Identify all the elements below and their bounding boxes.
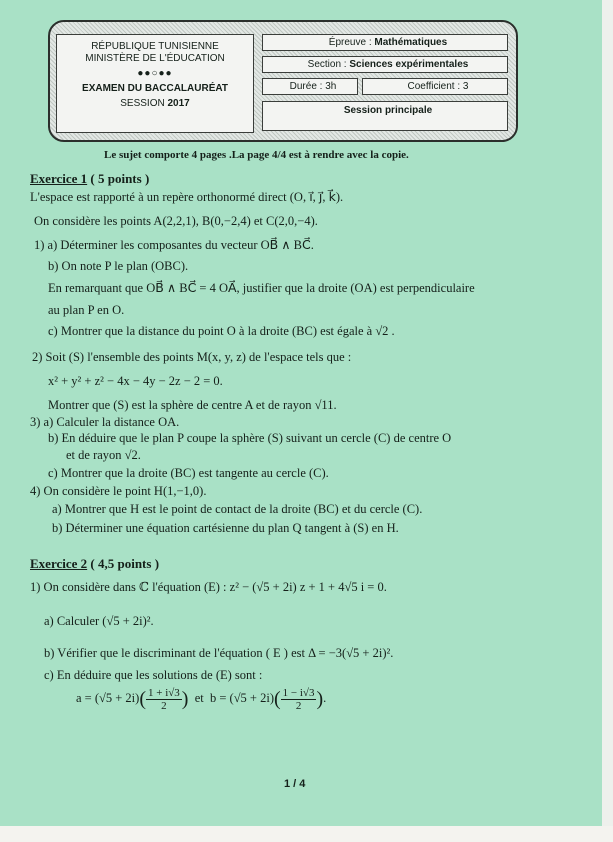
exam-name: EXAMEN DU BACCALAURÉAT	[82, 83, 228, 94]
ex2-line: c) En déduire que les solutions de (E) sont :	[44, 668, 263, 682]
ex1-line: On considère les points A(2,2,1), B(0,−2,4) et C(2,0,−4).	[34, 214, 318, 228]
ex1-line: 1) a) Déterminer les composantes du vecteur OB⃗ ∧ BC⃗.	[34, 238, 314, 252]
exercise-2-points: ( 4,5 points )	[90, 556, 160, 571]
epreuve-cell	[262, 34, 508, 51]
ex2-line: a) Calculer (√5 + 2i)².	[44, 614, 154, 628]
duree-cell	[262, 78, 358, 95]
ex1-line: c) Montrer que la distance du point O à la droite (BC) est égale à √2 .	[48, 324, 395, 338]
solution-a-numerator: 1 + i√3	[147, 686, 180, 699]
ex1-line: a) Montrer que H est le point de contact de la droite (BC) et du cercle (C).	[52, 502, 423, 516]
exercise-1-points: ( 5 points )	[90, 171, 150, 186]
session-line	[57, 98, 253, 110]
exercise-2-title: Exercice 2	[30, 556, 88, 571]
header-dots: ●●○●●	[137, 68, 173, 79]
country-name: RÉPUBLIQUE TUNISIENNE	[91, 41, 219, 52]
section-cell	[262, 56, 508, 73]
solutions-formula: a = (√5 + 2i)( $\frac{1 + i√3}{2}$ ) et b = (√5 + 2i)( $\frac{1 - i√3}{2}$ ).	[76, 686, 327, 712]
ex1-line: et de rayon √2.	[66, 448, 141, 462]
scan-margin-right	[602, 0, 613, 842]
ex1-line: 3) a) Calculer la distance OA.	[30, 415, 180, 429]
ex1-line: b) En déduire que le plan P coupe la sphère (S) suivant un cercle (C) de centre O	[48, 431, 452, 445]
session-year: 2017	[167, 98, 190, 109]
session-type: Session principale	[343, 105, 433, 116]
solution-a-prefix: a = (√5 + 2i)	[76, 691, 140, 705]
ex1-line: b) Déterminer une équation cartésienne du plan Q tangent à (S) en H.	[52, 521, 399, 535]
solution-b-denominator: 2	[295, 699, 302, 712]
ex1-line: L'espace est rapporté à un repère orthonormé direct (O, i⃗, j⃗, k⃗).	[30, 190, 344, 204]
exercise-1-title: Exercice 1	[30, 171, 88, 186]
header-left-box	[56, 34, 254, 133]
coefficient-label: Coefficient : 3	[407, 81, 469, 92]
epreuve-value: Mathématiques	[374, 37, 448, 48]
coefficient-cell	[362, 78, 508, 95]
ex1-line: 4) On considère le point H(1,−1,0).	[30, 484, 207, 498]
ex2-line: 1) On considère dans ℂ l'équation (E) : z² − (√5 + 2i) z + 1 + 4√5 i = 0.	[30, 580, 387, 594]
session-label: SESSION	[120, 98, 165, 109]
solution-connector: et	[194, 691, 204, 705]
page-number: 1 / 4	[284, 778, 306, 790]
section-label: Section :	[307, 59, 347, 70]
solution-b-prefix: b = (√5 + 2i)	[209, 691, 274, 705]
solution-a-denominator: 2	[161, 699, 167, 712]
exercise-2-heading	[30, 556, 159, 571]
ministry-name: MINISTÈRE DE L'ÉDUCATION	[85, 53, 225, 64]
solution-period: .	[323, 691, 327, 705]
ex1-line: c) Montrer que la droite (BC) est tangente au cercle (C).	[48, 466, 329, 480]
exercise-1-heading	[30, 171, 149, 186]
ex2-line: b) Vérifier que le discriminant de l'équation ( E ) est Δ = −3(√5 + 2i)².	[44, 646, 394, 660]
ex1-line: b) On note P le plan (OBC).	[48, 259, 189, 273]
pages-notice: Le sujet comporte 4 pages .La page 4/4 est à rendre avec la copie.	[104, 149, 409, 161]
epreuve-label: Épreuve :	[328, 37, 372, 48]
duree-label: Durée : 3h	[289, 81, 337, 92]
section-value: Sciences expérimentales	[349, 59, 469, 70]
ex1-line: au plan P en O.	[48, 303, 125, 317]
ex1-line: x² + y² + z² − 4x − 4y − 2z − 2 = 0.	[48, 374, 223, 388]
ex1-line: 2) Soit (S) l'ensemble des points M(x, y, z) de l'espace tels que :	[32, 350, 352, 364]
ex1-line: Montrer que (S) est la sphère de centre A et de rayon √11.	[48, 398, 337, 412]
scan-margin-bottom	[0, 826, 613, 842]
ex1-line: En remarquant que OB⃗ ∧ BC⃗ = 4 OA⃗, justifier que la droite (OA) est perpendiculaire	[48, 281, 475, 295]
solution-b-numerator: 1 − i√3	[282, 686, 315, 699]
session-type-cell	[262, 101, 508, 131]
